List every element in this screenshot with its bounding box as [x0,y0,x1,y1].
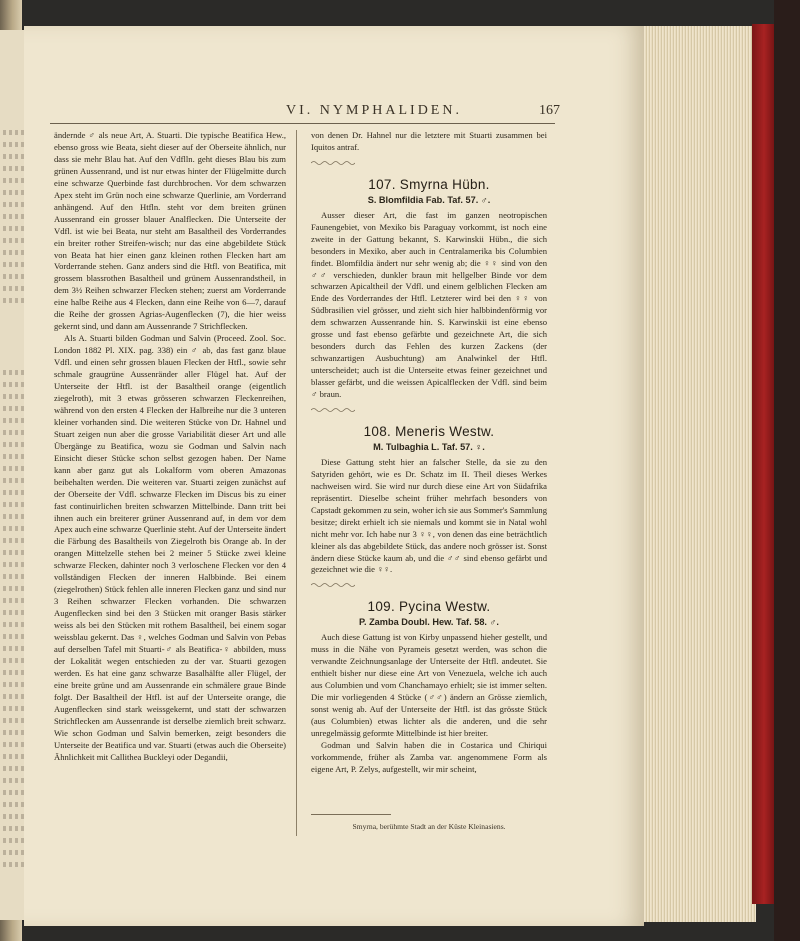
left-column [54,130,286,764]
footnote: Smyrna, berühmte Stadt an der Küste Kleinasiens. [352,822,506,831]
running-header: VI. NYMPHALIDEN. [286,103,462,118]
column-divider [296,130,297,836]
section-title-109: 109. Pycina Westw. [367,599,491,615]
book-page-edges [636,26,756,922]
section-109-paragraph-2: Godman und Salvin haben die in Costarica und Chiriqui vorkommende, früher als Zamba var. angenommene Form als eigene Art, P. Zelys, aufgestellt, wir mir scheint, [311,739,547,774]
right-column [311,130,547,776]
book-cover-edge [752,24,776,904]
section-subtitle-109: P. Zamba Doubl. Hew. Taf. 58. ♂. [359,617,499,628]
ornament-divider [311,407,355,413]
ornament-divider [311,160,355,166]
section-subtitle-108: M. Tulbaghia L. Taf. 57. ♀. [373,441,485,452]
left-paragraph-2: Als A. Stuarti bilden Godman und Salvin (Proceed. Zool. Soc. London 1882 Pl. XIX. pag. 338) ein ♂ ab, das fast ganz blaue Vdfl. und einen sehr grossen blauen Flecken der Htfl., sowie sehr schmale graugrüne Aussenränder aller Flügel hat. Auf der Unterseite der Htfl. ist der Basaltheil orange (eigentlich ziegelroth), mit 3 etwas grösseren schwarzen Fleckenreihen, während von den ersten 4 Flecken der Halbreihe nur die 3 unteren kleiner vorhanden sind. Die weiteren Stücke von Dr. Hahnel und Stuart zeigen nun aber die grosse Variabilität dieser Art und alle Übergänge zu Beatifica, wozu sie Godman und Salvin nach Einsicht dieser Stücke schon selbst gezogen haben. Der Name kann aber ganz gut als Lokalform vom oberen Amazonas beibehalten werden. Die weiteren var. Stuarti zeigen zunächst auf der Oberseite der Vdfl. schwarze Flecken im Discus bis zu einer fast continuirlichen breiten schwarzen Mittelbinde. Dann tritt bei ihnen auch ein breiterer grüner Aussenrand auf, in dem vor dem Apex auch eine schwarze Querlinie steht. Auf der Unterseite ändert die Färbung des Basaltheils von Ziegelroth bis Orange ab. In der orangen Mittelzelle stehen bei 2 meiner 5 Stücke zwei kleine schwarze Flecken, dahinter noch 3 verloschene Flecken vor den 4 vollständigen Flecken der inneren Halbbinde. Bei einem (ziegelrothen) Stück fehlen alle inneren Flecken ganz und sind nur 3 Reihen schwarzer Flecken vorhanden. Die schwarzen Augenflecken sind bei den 3 Stücken mit oranger Basis stärker weiss als bei den Stücken mit rothem Basaltheil, bei einem sogar weissblau gekernt. Das ♀, welches Godman und Salvin von Pebas auf derselben Tafel mit Stuarti-♂ als Beatifica-♀ abbilden, muss der Lokalität wegen entschieden zu der var. Stuarti gezogen werden. Es hat eine ganz schwarze Basalhälfte aller Flügel, der eine breite grüne und am Aussenrande ein schmälere graue Binde folgt. Der Basaltheil der Htfl. ist auf der Unterseite orange, die Augenflecken sind stark weissgekernt, und statt der schwarzen Strichflecken am Aussenrande ist derselbe ziemlich breit schwarz. Wie schon Godman und Salvin bemerken, zeigt besonders die Unterseite der Beatifica und var. Stuarti (etwas auch die Oberseite) Ähnlichkeit mit Callithea Buckleyi oder Degandii, [54,333,286,762]
section-title-108: 108. Meneris Westw. [363,423,495,439]
header-rule [50,123,555,124]
section-title-107: 107. Smyrna Hübn. [368,176,490,192]
background-strip [774,0,800,941]
page-number: 167 [539,103,560,118]
left-paragraph-1: ändernde ♂ als neue Art, A. Stuarti. Die typische Beatifica Hew., ebenso gross wie Beata, sieht dieser auf der Oberseite ähnlich, nur dass sie mehr Blau hat. Auf den Vdflln. geht dieses Blau bis zum grünen Aussenrand, und ist nur etwas hinter der Flügelmitte durch eine schwarze Querbinde fast durchbrochen. Vor dem schwarzen Apex steht im Grün noch eine schwarze Querlinie, am Vorderrand anhängend. Auf den Htfln. steht vor dem breiten grünen Aussenrand ein grosser blauer Analflecken. Die Unterseite der Vdfl. ist wie bei Beata, nur steht am Basaltheil des Vorderrandes ein breiter rother Streifen-wisch; nur das eine abgebildete Stück von Beata hat hier einen ganz kleinen rothen Flecken hart am Vorderrande stehen. Ganz anders sind die Htfl. von Beatifica, mit grossem blassrothen Basaltheil und grünem Aussenrandstheil, in dem 3½ Reihen schwarzer Flecken stehen; zuerst am Vorderrande eine halbe Reihe aus 4 Flecken, dann eine Reihe von 6—7, darauf die Reihe der grossen Agrias-Augenflecken (7), die hier weiss gekernt sind, und dann am Aussenrande 7 Strichflecken. [54,130,286,332]
section-108-paragraph: Diese Gattung steht hier an falscher Stelle, da sie zu den Satyriden gehört, wie es Dr. Schatz im II. Theil dieses Werkes nachweisen wird. Sie wird nur durch diese eine Art von Südafrika repräsentirt. Dieselbe scheint früher mehrfach besonders von Capstadt gekommen zu sein, woher ich sie aus Sommer's Sammlung besitze; direkt erhielt ich sie niemals und kommt sie in Natal wohl nicht mehr vor. Ich habe nur 3 ♀♀, von denen das eine beträchtlich kleiner als das abgebildete Stück, das andere noch grösser ist. Sonst ändern diese Stücke kaum ab, und die ♂♂ sind ebenso gefärbt und gezeichnet wie die ♀♀. [311,456,547,575]
ornament-divider [311,582,355,588]
footnote-rule [311,814,391,815]
section-107-paragraph: Ausser dieser Art, die fast im ganzen neotropischen Faunengebiet, von Mexiko bis Paraguay vorkommt, ist noch eine zweite in der Gattung bekannt, S. Karwinskii Hübn., die sich besonders in Mexiko, aber auch in Centralamerika bis Columbien findet. Blomfildia ändert nur sehr wenig ab; die ♀♀ sind von den ♂♂ verschieden, dunkler braun mit hellgelber Binde vor dem schwarzen Apicaltheil der Vdfl. und einem gelblichen Flecken am Ende des Vorderrandes der Htfl. Letzterer wird bei den ♀♀ von Südbrasilien viel grösser, und zieht sich hier halbbindenförmig vor dem schwarzen Aussenrande hin. S. Karwinskii ist eine ebenso grosse und fast ebenso gefärbte und gezeichnete Art, die sich besonders durch das Fehlen des kurzen Zackens (der schwanzartigen Ausbuchtung) am Analwinkel der Htfl. unterscheidet; auch ist die Unterseite etwas feiner gezeichnet und blasser gefärbt, und die weissen Apicalflecken der Vdfl. sind beim ♂ braun. [311,209,547,400]
right-intro: von denen Dr. Hahnel nur die letztere mit Stuarti zusammen bei Iquitos antraf. [311,130,547,152]
section-109-paragraph-1: Auch diese Gattung ist von Kirby unpassend hieher gestellt, und muss in die Nähe von Pyrameis gesetzt werden, was schon die verwandte Zeichnungsanlage der Unterseite der Htfl. andeutet. Sie enthielt bisher nur diese eine Art von Venezuela, welche ich auch aus Columbien und vom Chanchamayo erhielt; sie ist immer selten. Die mir vorliegenden 4 Stücke (♂♂) ändern an Grösse ziemlich, sonst wenig ab. Auf der Unterseite der Htfl. ist das grösste Stück (aus Columbien) etwas lichter als die anderen, und die sehr unregelmässig geformte Mittelbinde ist hier breiter. [311,632,547,738]
section-subtitle-107: S. Blomfildia Fab. Taf. 57. ♂. [367,194,491,205]
